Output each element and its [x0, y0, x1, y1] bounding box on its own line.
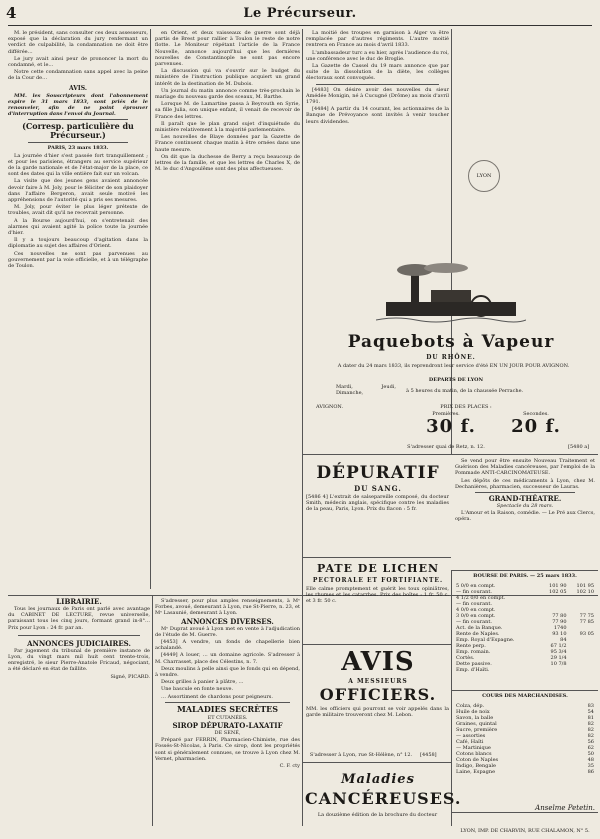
advert-paragraph: Une bascule en fonte neuve. — [161, 686, 234, 693]
signer: Anselme Petetin. — [535, 804, 595, 812]
dateline: PARIS, 23 mars 1833. — [47, 145, 109, 152]
steamboat-advert — [306, 262, 596, 442]
depuratif-subtitle: DU SANG. — [354, 484, 402, 493]
bourse-table — [455, 583, 595, 673]
marchandise-label: Savon, la balle — [456, 715, 494, 721]
article-paragraph: [4483] On désire avoir des nouvelles du sieur Amédée Monigin, né à Cucugné (Drôme) au mois d'avril 1791. — [306, 86, 449, 106]
steamboat-number: [5480 a] — [568, 444, 590, 450]
bourse-value-1: 84 — [560, 637, 567, 643]
steamboat-prix-label: PRIX DES PLACES : — [440, 404, 492, 410]
bourse-label: Rente perp. — [456, 643, 486, 649]
bourse-value-2: 77 75 — [579, 613, 594, 619]
avis-officiers-address: S'adresser à Lyon, rue St-Hélène, n° 12. — [309, 752, 413, 758]
article-paragraph: La journée d'hier s'est passée fort tranquillement ; et pour les parisiens, étrangers au service supérieur de la garde nationale et de l'état-major de la place, ce sont des dates qui la ville entière fait sur un volcan. — [8, 152, 148, 178]
header-rule — [8, 25, 592, 26]
marchandise-label: Sucre, première — [456, 727, 498, 733]
section-rule — [451, 690, 598, 691]
marchandise-value: 62 — [587, 745, 594, 751]
theatre-line: L'Amour et la Raison, comédie. — Le Pré aux Clercs, opéra. — [455, 510, 595, 523]
article-paragraph: M. Joly, pour éviter le plus léger prétexte de troubles, avait dit qu'il ne recevrait personne. — [8, 204, 148, 217]
marchandise-label: — assorties — [456, 733, 486, 739]
column-1-bottom — [8, 598, 150, 828]
bourse-label: 3 0/0 en compt. — [456, 613, 496, 619]
maladies-sub: ET CUTANÉES. — [207, 714, 248, 721]
theatre-heading: GRAND-THÉATRE. — [488, 494, 562, 504]
bourse-value-1: 95 3/4 — [550, 649, 567, 655]
bourse-value-2: 77 85 — [579, 619, 594, 625]
section-rule — [302, 644, 451, 645]
advert-paragraph: [4453] A vendre, un fonds de chapellerie bien achalandé. — [155, 639, 300, 652]
maladies-secretes-heading: MALADIES SECRÈTES — [176, 703, 279, 714]
sirop-text: Préparé par FERRIN, Pharmacien-Chimiste, rue des Fossés-St-Nicolas, à Paris. Ce sirop, dont les propriétés sont si généralement connues, se trouve à Lyon chez M. Vernet, pharmacien. — [155, 737, 300, 762]
bourse-value-1: 93 10 — [552, 631, 567, 637]
article-paragraph: en Orient, et deux vaisseaux de guerre sont déjà partis de Brest pour rallier à Toulon le reste de notre flotte. Le Moniteur répétant l'article de la France Nouvelle, annonce aujourd'hui que les dernières nouvelles de Constantinople ne sont pas encore parvenues. — [155, 30, 300, 68]
intro-paragraph: Le jury avait ainsi peur de prononcer la mort du condamné, et le… — [8, 55, 148, 69]
stamp-text: LYON — [476, 173, 492, 179]
bourse-value-1: 1740 — [553, 625, 567, 631]
article-paragraph: L'ambassadeur turc a eu hier, après l'audience du roi, une conférence avec le duc de Broglie. — [306, 49, 449, 62]
page-title: Le Précurseur. — [243, 6, 357, 21]
depuratif-text: [5486 4] L'extrait de salsepareille composé, du docteur Smith, médecin anglais, spécifique contre les maladies de la peau, Paris, Lyon. Prix du flacon : 5 fr. — [306, 494, 449, 513]
steamboat-first-price: 30 f. — [426, 416, 476, 437]
column-1 — [8, 30, 148, 400]
avis-officiers-number: [4458] — [420, 752, 437, 758]
bourse-value-1 — [540, 667, 567, 673]
bourse-value-1: 29 1/4 — [550, 655, 567, 661]
postal-stamp — [468, 160, 500, 192]
annonces-text: Par jugement du tribunal de première instance de Lyon, du vingt mars mil huit cent trente-trois, enregistré, le sieur Pierre-Anatole Fricaud, négociant, a été déclaré en état de faillite. — [8, 647, 150, 673]
marchandise-label: Cotons blancs — [456, 751, 492, 757]
bourse-value-1: 77 90 — [552, 619, 567, 625]
marchandise-value: 82 — [587, 727, 594, 733]
marchandise-label: Graines, quintal — [456, 721, 497, 727]
bourse-label: Emp. d'Haïti. — [456, 667, 490, 673]
marchandise-label: Coton de Naples — [456, 757, 499, 763]
marchandises-table — [455, 703, 595, 775]
bourse-label: Emp. romain. — [456, 649, 491, 655]
article-paragraph: La discussion qui va s'ouvrir sur le budget du ministère de l'instruction publique acquiert un grand intérêt de la destination de M. Dubois. — [155, 68, 300, 87]
article-paragraph: Les nouvelles de Blaye données par la Gazette de France continuent chaque matin à être ornées dans une haute mesure. — [155, 134, 300, 153]
annonces-diverses-heading: ANNONCES DIVERSES. — [181, 616, 274, 626]
pate-text: Elle calme promptement et guérit les toux opiniâtres, les rhumes et les catarrhes. Prix des boîtes : 1 fr. 50 c. et 3 fr. 50 c. — [306, 586, 449, 605]
steamboat-text: A dater du 24 mars 1833, ils reprendront leur service d'été EN UN JOUR POUR AVIGNON. — [337, 363, 570, 369]
depuratif-title: DÉPURATIF — [316, 463, 440, 483]
column-rule-2 — [302, 29, 303, 826]
pate-subtitle: PECTORALE ET FORTIFIANTE. — [312, 577, 444, 584]
table-row — [455, 667, 595, 673]
bourse-label: Dette passive. — [456, 661, 492, 667]
article-paragraph: Les dépôts de ces médicaments à Lyon, chez M. Dechanières, pharmacien, successeur de Lauras. — [455, 477, 595, 490]
marchandise-label: — Martinique — [456, 745, 491, 751]
article-paragraph: On dit que la duchesse de Berry a reçu beaucoup de lettres de la famille, et que les lettres de Charles X, de M. le duc d'Angoulême sont des plus affectueuses. — [155, 153, 300, 173]
bourse-label: Cortès. — [456, 655, 475, 661]
marchandise-value: 48 — [587, 757, 594, 763]
advert-paragraph: … Assortiment de chardons pour peigneurs. — [161, 693, 273, 700]
intro-paragraph: Notre cette condamnation sans appel avec la peine de la Cour de… — [8, 69, 148, 82]
section-rule — [302, 762, 451, 763]
sirop-signature: C. F. cty — [279, 763, 300, 770]
section-rule — [451, 570, 598, 571]
marchandise-value: 50 — [587, 751, 594, 757]
marchandise-value: 82 — [587, 721, 594, 727]
marchandise-value: 86 — [587, 769, 594, 775]
column-2 — [155, 30, 300, 590]
marchandise-value: 56 — [587, 739, 594, 745]
article-paragraph: Ces nouvelles ne sont pas parvenues au gouvernement par la voie officielle, et à un télégraphe de Toulon. — [8, 250, 148, 270]
bourse-value-2: 93 05 — [579, 631, 594, 637]
pate-title: PATE DE LICHEN — [316, 562, 440, 575]
bourse-value-2: 102 10 — [576, 589, 594, 595]
cancer-title: Maladies — [341, 772, 415, 787]
marchandise-value: 83 — [587, 703, 594, 709]
marchandise-label: Laine, Espagne — [456, 769, 496, 775]
librairie-heading: LIBRAIRIE. — [56, 598, 102, 606]
article-paragraph: A la Bourse aujourd'hui, on s'entretenait des alarmes qui avaient agité la police toute la journée d'hier. — [8, 217, 148, 237]
steamboat-title: Paquebots à Vapeur — [347, 332, 555, 352]
officiers-title: OFFICIERS. — [319, 685, 437, 704]
marchandise-label: Colza, dép. — [456, 703, 485, 709]
sirop-heading: SIROP DÉPURATO-LAXATIF — [172, 721, 283, 731]
avis-officiers-text: MM. les officiers qui pourront se voir appelés dans la garde militaire trouveront chez M. Lebon. — [306, 706, 449, 719]
column-rule-5 — [451, 570, 452, 826]
section-rule — [302, 454, 598, 455]
annonces-judiciaires-heading: ANNONCES JUDICIAIRES. — [27, 638, 131, 648]
steamboat-time: à 5 heures du matin, de la chaussée Perrache. — [406, 388, 524, 394]
steamboat-icon — [376, 262, 526, 332]
section-rule — [302, 557, 451, 558]
cancer-sub: La douzième édition de la brochure du docteur — [317, 812, 438, 818]
advert-paragraph: Deux grilles à panier à plâtre, … — [161, 679, 244, 686]
steamboat-address: S'adresser quai de Retz, n. 12. — [407, 444, 485, 450]
correspondance-heading: (Corresp. particulière du Précurseur.) — [22, 121, 134, 141]
advert-paragraph: [4449] A louer, … un domaine agricole. S'adresser à M. Charrasset, place des Célestins, n. 7. — [155, 652, 300, 665]
annonces-signature: Signé, PICARD. — [110, 673, 150, 680]
article-paragraph: Un journal du matin annonce comme très-prochain le mariage du nouveau garde des sceaux, M. Barthe. — [155, 87, 300, 101]
section-rule — [451, 812, 598, 813]
column-4-mid — [455, 458, 595, 566]
bourse-value-1: 77 80 — [552, 613, 567, 619]
avis-text: MM. les Souscripteurs dont l'abonnement expire le 31 mars 1833, sont priés de le renouveler, afin de ne point éprouver d'interruption dans l'envoi du Journal. — [8, 92, 148, 118]
bourse-label: Act. de la Banque. — [456, 625, 503, 631]
avis-officiers-title: AVIS — [341, 647, 415, 677]
advert-paragraph: Deux moulins à pelle ainsi que le fonds qui en dépend, à vendre. — [155, 665, 300, 679]
steamboat-departs: DÉPARTS DE LYON — [428, 377, 484, 383]
bourse-label: 4 1/2 0/0 en compt. — [456, 595, 506, 601]
avis-heading: AVIS. — [69, 84, 87, 92]
article-paragraph: La visite que des jeunes gens avaient annoncée devoir faire à M. Joly, pour le féliciter de son plaidoyer dans l'affaire Bergeron, avait seule motivé les appréhensions de l'autorité qui a pris ses mesures. — [8, 178, 148, 204]
printer-line: LYON, IMP. DE CHARVIN, RUE CHALAMON, N° 5. — [460, 828, 590, 834]
bourse-label: Emp. Royal d'Espagne. — [456, 637, 515, 643]
page-number: 4 — [6, 4, 17, 22]
article-paragraph: Lorsque M. de Lamartine passa à Beyrouth en Syrie, sa fille Julia, son unique enfant, il venait de recevoir de France des lettres. — [155, 101, 300, 120]
article-paragraph: [4484] A partir du 14 courant, les actionnaires de la Banque de Prévoyance sont invités à venir toucher leurs dividendes. — [306, 106, 449, 125]
article-paragraph: La moitié des troupes en garnison à Alger va être remplacée par d'autres régiments. L'autre moitié rentrera en France au mois d'avril 1833. — [306, 30, 449, 49]
marchandise-label: Café, Haïti — [456, 739, 484, 745]
bourse-value-1: 101 90 — [549, 583, 567, 589]
marchandise-value: 54 — [587, 709, 594, 715]
bourse-label: — fin courant. — [456, 619, 492, 625]
marchandise-value: 82 — [587, 733, 594, 739]
marchandise-label: Huile de noix — [456, 709, 490, 715]
article-paragraph: Il paraît que le plan grand sujet d'inquiétude du ministère relativement à la majorité parlementaire. — [155, 120, 300, 134]
bourse-value-1: 102 05 — [549, 589, 567, 595]
marchandise-label: Indigo, Bengale — [456, 763, 496, 769]
steamboat-days: Mardi, Jeudi, Dimanche, — [336, 384, 396, 397]
advert-paragraph: Mᵉ Duprat avoué à Lyon met en vente à l'adjudication de l'étude de M. Guerre. — [155, 625, 300, 638]
marchandise-value: 81 — [587, 715, 594, 721]
bourse-value-1: 67 1/2 — [550, 643, 567, 649]
bourse-label: 5 0/0 en compt. — [456, 583, 496, 589]
table-row — [455, 769, 595, 775]
article-paragraph: La Gazette de Cassel du 19 mars annonce que par suite de la dissolution de la diète, les collèges électoraux sont convoqués. — [306, 63, 449, 82]
avis-officiers-sub: A MESSIEURS — [348, 678, 408, 685]
bourse-value-2 — [568, 667, 595, 673]
article-paragraph: Se vend pour être ensuite Nouveau Traitement et Guérison des Maladies cancéreuses, par l'emploi de la Pommade ANTI-CARCINOMATEUSE. — [455, 458, 595, 477]
bourse-value-2: 101 95 — [576, 583, 594, 589]
steamboat-second-label: Secondes. — [523, 411, 549, 417]
column-rule-1 — [150, 29, 151, 589]
marchandise-value: 35 — [587, 763, 594, 769]
bourse-heading: BOURSE DE PARIS. — 25 mars 1833. — [473, 573, 577, 579]
steamboat-destination: AVIGNON. — [316, 404, 344, 410]
marchandises-heading: COURS DES MARCHANDISES. — [482, 693, 568, 699]
bourse-label: — fin courant. — [456, 589, 492, 595]
steamboat-first-label: Premières. — [432, 411, 460, 417]
column-rule-4 — [152, 595, 153, 826]
theatre-sub: Spectacle du 28 mars. — [496, 503, 554, 510]
bourse-value-1: 10 7/8 — [550, 661, 567, 667]
cancer-title-2: CANCÉREUSES. — [305, 789, 462, 808]
steamboat-second-price: 20 f. — [511, 416, 561, 437]
article-paragraph: Il y a toujours beaucoup d'agitation dans la diplomatie au sujet des affaires d'Orient. — [8, 237, 148, 250]
bourse-label: 4 0/0 en compt. — [456, 607, 496, 613]
steamboat-subtitle: DU RHÔNE. — [426, 354, 476, 361]
bourse-label: Rente de Naples. — [456, 631, 500, 637]
bourse-label: — fin courant. — [456, 601, 492, 607]
sirop-sub: DE SENÉ, — [214, 730, 241, 737]
column-2-bottom — [155, 598, 300, 828]
advert-paragraph: S'adresser, pour plus amples renseignements, à Mᵉ Forbes, avoué, demeurant à Lyon, rue St-Pierre, n. 23, et Mᵉ Lasaunié, demeurant à Lyon. — [155, 598, 300, 617]
column-3 — [306, 30, 449, 170]
intro-paragraph: M. le président, sans consulter ces deux assesseurs, exposé que la déclaration du jury renfermant un verdict de culpabilité, la condamnation ne doit être différée… — [8, 30, 148, 55]
librairie-text: Tous les journaux de Paris ont parlé avec avantage du CABINET DE LECTURE, revue universelle, paraissant tous les cinq jours, formant grand in-8°… Prix pour Lyon : 24 fr. par an. — [8, 606, 150, 631]
